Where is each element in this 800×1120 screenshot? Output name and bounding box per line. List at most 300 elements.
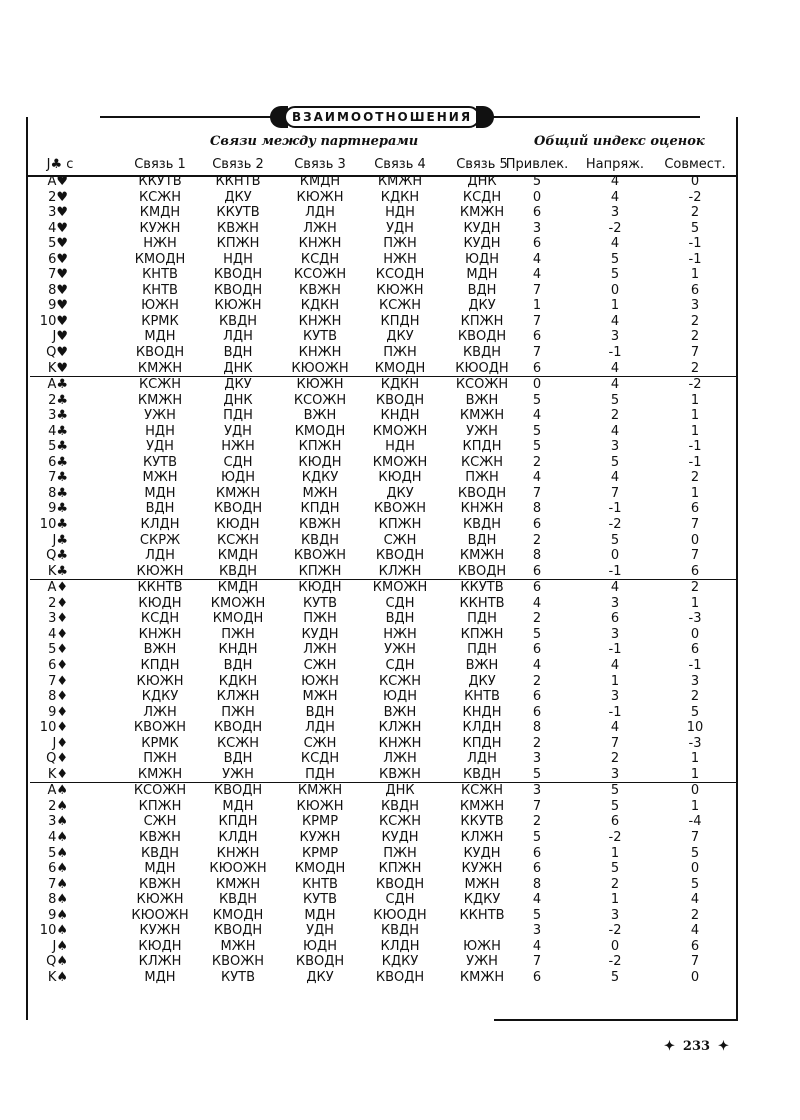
link-2: НДН: [223, 251, 253, 267]
table-row: [30, 314, 736, 330]
tension-score: 5: [610, 454, 620, 470]
link-5: КВОДН: [457, 485, 507, 501]
link-1: СКРЖ: [139, 532, 181, 548]
tension-score: 3: [610, 766, 620, 782]
link-3: КСДН: [300, 751, 340, 767]
tension-score: -2: [608, 954, 622, 970]
link-1: КНТВ: [142, 267, 178, 283]
table-row: [30, 408, 736, 424]
tension-score: 2: [610, 876, 620, 892]
link-4: КНЖН: [378, 735, 422, 751]
link-4: КУДН: [381, 829, 419, 845]
link-4: КМОЖН: [372, 423, 428, 439]
compatibility-score: -1: [688, 657, 702, 673]
link-2: КВОДН: [213, 783, 263, 799]
compatibility-score: 0: [690, 861, 700, 877]
link-1: КЮДН: [138, 595, 182, 611]
relations-table: [30, 174, 736, 985]
compatibility-score: 1: [690, 798, 700, 814]
link-5: ВЖН: [465, 657, 499, 673]
card-label: 7♣: [48, 470, 68, 486]
tension-score: 3: [610, 329, 620, 345]
link-4: КЮДН: [378, 470, 422, 486]
compatibility-score: 7: [690, 548, 700, 564]
table-row: [30, 533, 736, 549]
link-1: МДН: [144, 329, 176, 345]
card-label: Q♦: [46, 751, 68, 767]
card-label: 9♣: [48, 501, 68, 517]
link-1: КПЖН: [138, 798, 182, 814]
link-3: ЮДН: [303, 938, 337, 954]
link-4: ЛЖН: [383, 751, 417, 767]
link-5: УЖН: [466, 954, 498, 970]
tension-score: 4: [610, 189, 620, 205]
link-5: КМЖН: [459, 548, 505, 564]
link-3: КПЖН: [298, 563, 342, 579]
link-3: КЮДН: [298, 580, 342, 596]
tension-score: 3: [610, 689, 620, 705]
attraction-score: 6: [532, 704, 542, 720]
link-4: КСЖН: [378, 298, 422, 314]
compatibility-score: 2: [690, 329, 700, 345]
card-label: Q♣: [46, 548, 68, 564]
compatibility-score: 5: [690, 876, 700, 892]
link-4: КЮЖН: [376, 282, 424, 298]
link-2: ДКУ: [224, 189, 252, 205]
link-4: ВЖН: [383, 704, 417, 720]
link-2: КВДН: [218, 563, 258, 579]
compatibility-score: -1: [688, 454, 702, 470]
link-2: КЮОЖН: [209, 861, 267, 877]
link-2: КДКН: [218, 673, 258, 689]
column-header-link-5: Связь 5: [456, 157, 508, 172]
compatibility-score: 2: [690, 360, 700, 376]
compatibility-score: 7: [690, 829, 700, 845]
column-header-attraction: Привлек.: [505, 157, 569, 172]
compatibility-score: 0: [690, 174, 700, 189]
table-row: [30, 377, 736, 393]
link-4: КЛДН: [380, 938, 420, 954]
compatibility-score: 1: [690, 595, 700, 611]
link-3: КВОЖН: [293, 548, 347, 564]
link-1: КПДН: [140, 657, 180, 673]
attraction-score: 3: [532, 220, 542, 236]
link-2: КВДН: [218, 892, 258, 908]
link-5: КПДН: [462, 735, 502, 751]
link-1: КВЖН: [139, 829, 181, 845]
table-row: [30, 767, 736, 784]
link-2: УДН: [224, 423, 252, 439]
link-1: КЮЖН: [136, 892, 184, 908]
link-4: ДНК: [385, 783, 415, 799]
link-3: ЛДН: [305, 205, 335, 221]
tension-score: 5: [610, 969, 620, 985]
ornament-icon: ✦: [718, 1039, 729, 1054]
link-3: КУТВ: [302, 595, 337, 611]
link-5: КЛЖН: [460, 829, 504, 845]
link-3: КЮЖН: [296, 189, 344, 205]
link-3: СЖН: [303, 735, 337, 751]
compatibility-score: 5: [690, 220, 700, 236]
tension-score: -1: [608, 563, 622, 579]
link-1: КЮОЖН: [131, 907, 189, 923]
link-1: ЛДН: [145, 548, 175, 564]
column-header-link-4: Связь 4: [374, 157, 426, 172]
link-4: КВОЖН: [373, 501, 427, 517]
tension-score: 6: [610, 814, 620, 830]
card-label: A♣: [47, 377, 68, 393]
card-label: K♦: [47, 766, 68, 782]
link-2: КМДН: [217, 580, 259, 596]
link-5: КДКУ: [463, 892, 501, 908]
link-5: КУЖН: [461, 861, 503, 877]
tension-score: 4: [610, 657, 620, 673]
link-2: ПЖН: [221, 626, 255, 642]
table-row: [30, 501, 736, 517]
table-row: [30, 470, 736, 486]
card-label: J♥: [52, 329, 68, 345]
card-label: 5♦: [48, 642, 68, 658]
link-1: КДКУ: [141, 689, 179, 705]
attraction-score: 6: [532, 689, 542, 705]
link-3: КНЖН: [298, 345, 342, 361]
link-5: КСЖН: [460, 783, 504, 799]
link-3: КДКУ: [301, 470, 339, 486]
attraction-score: 3: [532, 751, 542, 767]
link-5: КМЖН: [459, 798, 505, 814]
link-4: КВОДН: [375, 969, 425, 985]
attraction-score: 2: [532, 814, 542, 830]
tension-score: 1: [610, 892, 620, 908]
tension-score: -2: [608, 829, 622, 845]
link-3: КСДН: [300, 251, 340, 267]
attraction-score: 8: [532, 501, 542, 517]
card-label: K♠: [47, 969, 68, 985]
card-label: 9♠: [48, 907, 68, 923]
link-5: КЛДН: [462, 720, 502, 736]
tension-score: -2: [608, 923, 622, 939]
tension-score: 5: [610, 783, 620, 799]
link-5: КСДН: [462, 189, 502, 205]
link-4: КПЖН: [378, 861, 422, 877]
link-4: ПЖН: [383, 236, 417, 252]
page-footer: [664, 1039, 729, 1054]
link-1: КСДН: [140, 611, 180, 627]
compatibility-score: 5: [690, 704, 700, 720]
attraction-score: 7: [532, 798, 542, 814]
tension-score: 2: [610, 408, 620, 424]
link-4: КСЖН: [378, 814, 422, 830]
tension-score: -2: [608, 220, 622, 236]
attraction-score: 4: [532, 938, 542, 954]
link-2: СДН: [223, 454, 253, 470]
table-row: [30, 611, 736, 627]
attraction-score: 8: [532, 876, 542, 892]
link-3: ВЖН: [303, 408, 337, 424]
attraction-score: 7: [532, 313, 542, 329]
tension-score: -1: [608, 642, 622, 658]
link-3: КНЖН: [298, 313, 342, 329]
compatibility-score: -3: [688, 735, 702, 751]
link-2: ЛДН: [223, 329, 253, 345]
link-1: КМЖН: [137, 392, 183, 408]
card-label: 2♦: [48, 595, 68, 611]
link-2: ККУТВ: [216, 205, 260, 221]
compatibility-score: 2: [690, 689, 700, 705]
card-label: 6♥: [48, 251, 68, 267]
card-label: J♠: [52, 938, 68, 954]
card-label: 2♥: [48, 189, 68, 205]
card-label: 10♣: [39, 517, 68, 533]
link-2: НЖН: [221, 439, 255, 455]
link-3: МЖН: [302, 485, 338, 501]
link-1: КВОДН: [135, 345, 185, 361]
link-2: ДНК: [223, 392, 253, 408]
card-label: 10♦: [39, 720, 68, 736]
link-2: ДКУ: [224, 377, 252, 393]
link-4: СЖН: [383, 532, 417, 548]
link-4: НДН: [385, 205, 415, 221]
link-1: НДН: [145, 423, 175, 439]
link-1: КРМК: [141, 313, 179, 329]
compatibility-score: 0: [690, 969, 700, 985]
compatibility-score: 3: [690, 298, 700, 314]
link-3: КЮЖН: [296, 377, 344, 393]
link-5: ВДН: [467, 532, 497, 548]
link-3: ЮЖН: [301, 673, 339, 689]
link-5: ЮДН: [465, 251, 499, 267]
link-1: ККУТВ: [138, 174, 182, 189]
table-row: [30, 814, 736, 830]
table-row: [30, 751, 736, 767]
link-5: КУДН: [463, 236, 501, 252]
attraction-score: 5: [532, 423, 542, 439]
link-1: КУТВ: [142, 454, 177, 470]
attraction-score: 2: [532, 735, 542, 751]
links-section-header: Связи между партнерами: [210, 134, 419, 149]
link-5: КВОДН: [457, 563, 507, 579]
attraction-score: 6: [532, 517, 542, 533]
link-4: СДН: [385, 657, 415, 673]
tension-score: 6: [610, 611, 620, 627]
table-row: [30, 923, 736, 939]
link-2: КВОДН: [213, 923, 263, 939]
compatibility-score: 6: [690, 501, 700, 517]
link-4: ДКУ: [386, 329, 414, 345]
link-1: КРМК: [141, 735, 179, 751]
tension-score: 4: [610, 720, 620, 736]
card-label: J♦: [52, 735, 68, 751]
compatibility-score: 1: [690, 751, 700, 767]
link-3: КРМР: [301, 845, 339, 861]
tension-score: 0: [610, 548, 620, 564]
link-5: КМЖН: [459, 408, 505, 424]
link-2: КМОДН: [212, 611, 264, 627]
link-3: КПЖН: [298, 439, 342, 455]
table-row: [30, 205, 736, 221]
compatibility-score: -2: [688, 189, 702, 205]
table-row: [30, 596, 736, 612]
link-2: КВОДН: [213, 282, 263, 298]
link-5: КПЖН: [460, 626, 504, 642]
link-5: ДКУ: [468, 298, 496, 314]
attraction-score: 8: [532, 548, 542, 564]
link-4: КВОДН: [375, 876, 425, 892]
tension-score: 2: [610, 751, 620, 767]
link-3: КУДН: [301, 626, 339, 642]
link-4: КДКН: [380, 189, 420, 205]
link-1: КЮДН: [138, 938, 182, 954]
tension-score: 7: [610, 735, 620, 751]
compatibility-score: 6: [690, 282, 700, 298]
attraction-score: 0: [532, 189, 542, 205]
table-row: [30, 190, 736, 206]
link-4: СДН: [385, 892, 415, 908]
link-2: КПДН: [218, 814, 258, 830]
attraction-score: 7: [532, 954, 542, 970]
link-3: ЛДН: [305, 720, 335, 736]
link-4: НДН: [385, 439, 415, 455]
card-label: 4♣: [48, 423, 68, 439]
table-row: [30, 877, 736, 893]
table-row: [30, 564, 736, 581]
link-4: КДКН: [380, 377, 420, 393]
table-row: [30, 939, 736, 955]
compatibility-score: 2: [690, 580, 700, 596]
link-2: КЮЖН: [214, 298, 262, 314]
compatibility-score: -1: [688, 236, 702, 252]
card-label: 7♦: [48, 673, 68, 689]
table-row: [30, 658, 736, 674]
compatibility-score: -1: [688, 251, 702, 267]
compatibility-score: -2: [688, 377, 702, 393]
card-label: 4♠: [48, 829, 68, 845]
compatibility-score: 1: [690, 485, 700, 501]
link-5: ЮЖН: [463, 938, 501, 954]
link-3: КНЖН: [298, 236, 342, 252]
tension-score: 3: [610, 595, 620, 611]
card-label: 3♣: [48, 408, 68, 424]
link-4: КВЖН: [379, 766, 421, 782]
card-label: 2♣: [48, 392, 68, 408]
link-1: НЖН: [143, 236, 177, 252]
link-2: КНДН: [218, 642, 258, 658]
card-label: Q♥: [46, 345, 68, 361]
link-3: ЛЖН: [303, 220, 337, 236]
link-5: КВОДН: [457, 329, 507, 345]
link-1: КУЖН: [139, 220, 181, 236]
link-3: КСОЖН: [293, 267, 347, 283]
attraction-score: 7: [532, 282, 542, 298]
link-4: СДН: [385, 595, 415, 611]
tension-score: 4: [610, 580, 620, 596]
attraction-score: 4: [532, 408, 542, 424]
attraction-score: 1: [532, 298, 542, 314]
link-1: КЛЖН: [138, 954, 182, 970]
link-2: ККНТВ: [215, 174, 261, 189]
link-2: МЖН: [220, 938, 256, 954]
link-3: ЛЖН: [303, 642, 337, 658]
index-section-header: Общий индекс оценок: [534, 134, 705, 149]
tension-score: 5: [610, 251, 620, 267]
column-header-link-1: Связь 1: [134, 157, 186, 172]
link-4: КЮОДН: [373, 907, 427, 923]
link-2: КВОДН: [213, 501, 263, 517]
link-5: МДН: [466, 267, 498, 283]
link-2: КМЖН: [215, 876, 261, 892]
compatibility-score: 1: [690, 392, 700, 408]
compatibility-score: 1: [690, 423, 700, 439]
compatibility-score: 2: [690, 907, 700, 923]
compatibility-score: 0: [690, 532, 700, 548]
link-4: ПЖН: [383, 345, 417, 361]
link-3: КЮЖН: [296, 798, 344, 814]
link-3: МЖН: [302, 689, 338, 705]
tension-score: -1: [608, 704, 622, 720]
table-row: [30, 329, 736, 345]
table-row: [30, 892, 736, 908]
attraction-score: 8: [532, 720, 542, 736]
tension-score: 4: [610, 423, 620, 439]
table-row: [30, 486, 736, 502]
attraction-score: 6: [532, 969, 542, 985]
compatibility-score: 1: [690, 408, 700, 424]
link-3: КСОЖН: [293, 392, 347, 408]
card-label: K♥: [47, 360, 68, 376]
tension-score: 0: [610, 938, 620, 954]
attraction-score: 2: [532, 532, 542, 548]
tension-score: 5: [610, 392, 620, 408]
compatibility-score: 7: [690, 517, 700, 533]
link-2: КВОЖН: [211, 954, 265, 970]
link-5: КСОЖН: [455, 377, 509, 393]
tension-score: -2: [608, 517, 622, 533]
table-row: [30, 174, 736, 190]
link-4: КВДН: [380, 923, 420, 939]
link-5: КВДН: [462, 517, 502, 533]
attraction-score: 4: [532, 595, 542, 611]
card-label: 5♥: [48, 236, 68, 252]
table-row: [30, 345, 736, 361]
link-1: КУЖН: [139, 923, 181, 939]
link-1: КНТВ: [142, 282, 178, 298]
compatibility-score: 6: [690, 563, 700, 579]
attraction-score: 4: [532, 267, 542, 283]
link-5: КПДН: [462, 439, 502, 455]
tension-score: 7: [610, 485, 620, 501]
link-5: КУДН: [463, 220, 501, 236]
compatibility-score: 2: [690, 313, 700, 329]
link-1: КВДН: [140, 845, 180, 861]
link-5: КНДН: [462, 704, 502, 720]
link-4: КПДН: [380, 313, 420, 329]
attraction-score: 5: [532, 174, 542, 189]
table-row: [30, 642, 736, 658]
link-1: МДН: [144, 969, 176, 985]
attraction-score: 3: [532, 923, 542, 939]
link-4: КВОДН: [375, 392, 425, 408]
table-row: [30, 361, 736, 378]
compatibility-score: 1: [690, 267, 700, 283]
compatibility-score: -1: [688, 439, 702, 455]
tension-score: 1: [610, 673, 620, 689]
page-number: 233: [682, 1039, 711, 1054]
link-2: ПДН: [223, 408, 253, 424]
tension-score: -1: [608, 501, 622, 517]
link-2: КЛЖН: [216, 689, 260, 705]
column-header-link-3: Связь 3: [294, 157, 346, 172]
link-1: КВЖН: [139, 876, 181, 892]
